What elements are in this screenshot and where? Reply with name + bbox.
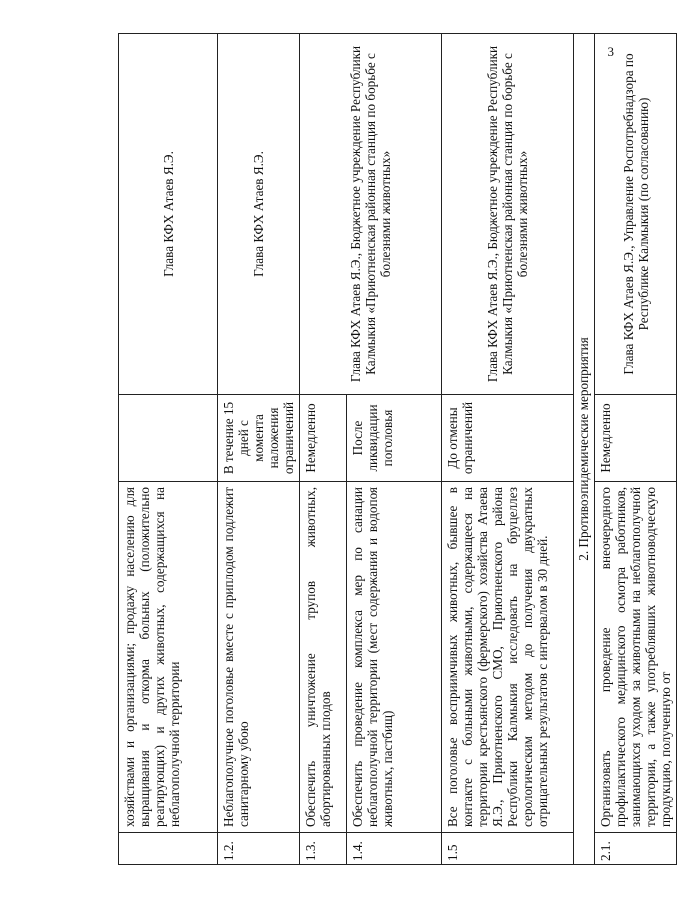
row-number: 2.1.	[595, 833, 677, 865]
table-row	[442, 34, 574, 865]
row-number	[119, 833, 218, 865]
row-term: Немедленно	[595, 395, 677, 482]
rotated-table-container	[118, 33, 673, 865]
row-responsible: Глава КФХ Атаев Я.Э.	[218, 34, 300, 395]
row-number: 1.4.	[347, 833, 442, 865]
row-responsible: Глава КФХ Атаев Я.Э., Бюджетное учреждение Республики Калмыкия «Приютненская районная станция по борьбе с болезнями животных»	[442, 34, 574, 395]
row-term	[119, 395, 218, 482]
table-row	[595, 34, 677, 865]
row-action: Обеспечить проведение комплекса мер по санации неблагополучной территории (мест содержания и водопоя животных, пастбищ)	[347, 482, 442, 833]
row-number: 1.2.	[218, 833, 300, 865]
row-responsible: Глава КФХ Атаев Я.Э.	[119, 34, 218, 395]
measures-table	[118, 33, 677, 865]
page-number: 3	[607, 44, 614, 59]
row-term: После ликвидации поголовья	[347, 395, 442, 482]
row-action: Неблагополучное поголовье вместе с приплодом подлежит санитарному убою	[218, 482, 300, 833]
row-number: 1.3.	[300, 833, 347, 865]
section-title: 2. Противоэпидемические мероприятия	[574, 34, 595, 865]
row-term: В течение 15 дней с момента наложения ограничений	[218, 395, 300, 482]
row-action: Организовать проведение внеочередного профилактического медицинского осмотра работников, занимающихся уходом за животными на неблагополучной территории, а также употреблявших животноводческую продукцию, полученную от	[595, 482, 677, 833]
row-responsible: Глава КФХ Атаев Я.Э., Бюджетное учреждение Республики Калмыкия «Приютненская районная станция по борьбе с болезнями животных»	[300, 34, 442, 395]
row-action: Все поголовье восприимчивых животных, бывшее в контакте с больными животными, содержащееся на территории крестьянского (фермерского) хозяйства Атаева Я.Э., Приютненского СМО, Приютненского района Республики Калмыкия исследовать на бруцеллез серологическим методом до получения двукратных отрицательных результатов с интервалом в 30 дней.	[442, 482, 574, 833]
section-header-row	[574, 34, 595, 865]
row-action: хозяйствами и организациями; продажу населению для выращивания и откорма больных (положительно реагирующих) и других животных, содержащихся на неблагополучной территории	[119, 482, 218, 833]
row-number: 1.5	[442, 833, 574, 865]
row-responsible: Глава КФХ Атаев Я.Э., Управление Роспотребнадзора по Республике Калмыкия (по согласованию)	[595, 34, 677, 395]
row-term: Немедленно	[300, 395, 347, 482]
table-row	[119, 34, 218, 865]
row-term: До отмены ограничений	[442, 395, 574, 482]
row-action: Обеспечить уничтожение трупов животных, абортированных плодов	[300, 482, 347, 833]
table-row	[300, 34, 347, 865]
table-row	[218, 34, 300, 865]
